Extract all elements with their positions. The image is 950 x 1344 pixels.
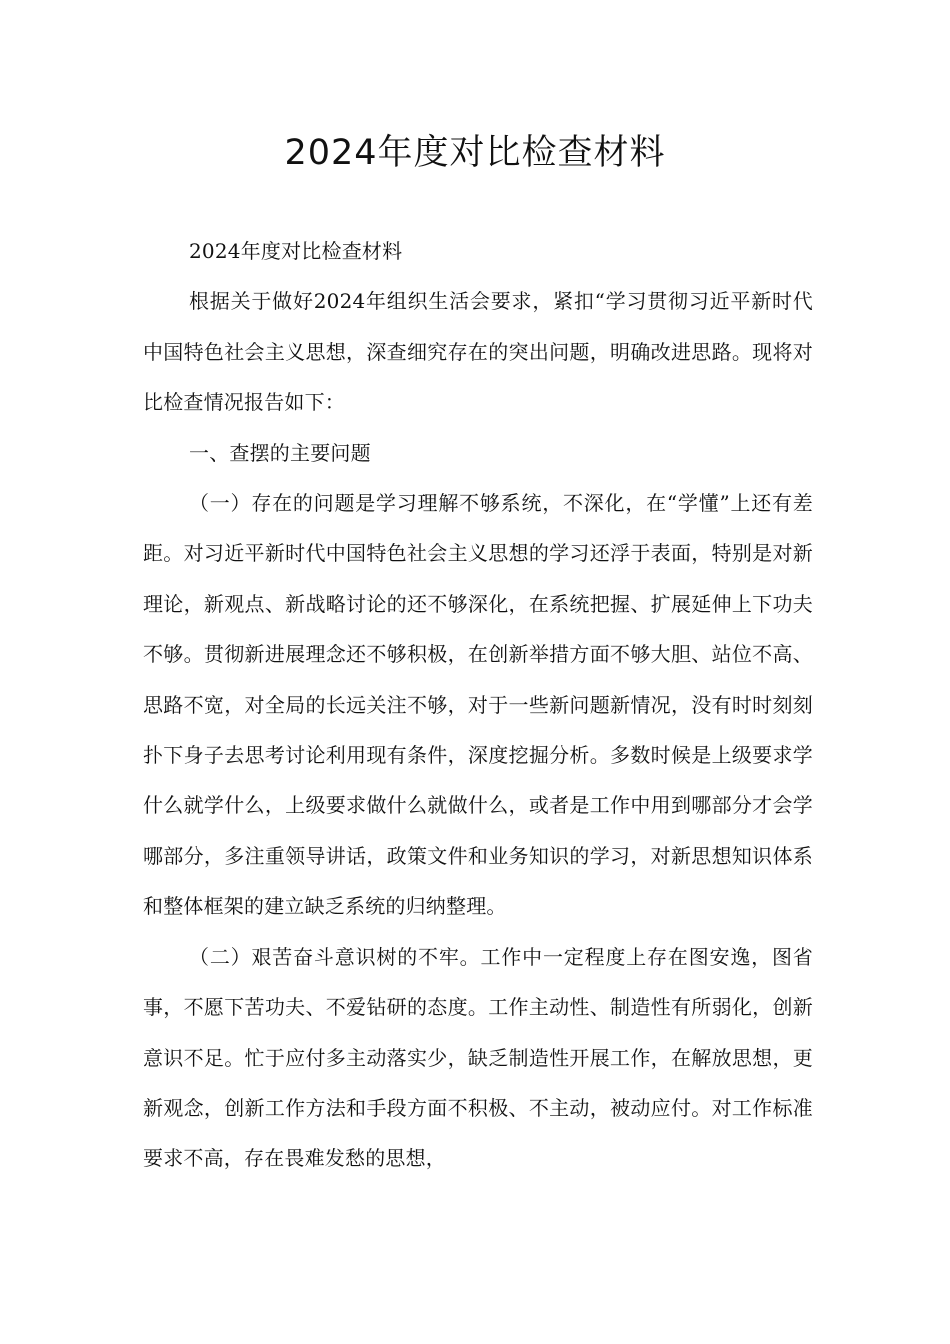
document-body (143, 226, 813, 1184)
body-paragraph-subtitle: 2024年度对比检查材料 (189, 239, 403, 263)
document-title: 2024年度对比检查材料 (284, 133, 666, 173)
body-paragraph-intro: 根据关于做好2024年组织生活会要求，紧扣“学习贯彻习近平新时代中国特色社会主义思想，深查细究存在的突出问题，明确改进思路。现将对比检查情况报告如下： (143, 289, 813, 415)
body-paragraph-problem-2: （二）艰苦奋斗意识树的不牢。工作中一定程度上存在图安逸，图省事，不愿下苦功夫、不爱钻研的态度。工作主动性、制造性有所弱化，创新意识不足。忙于应付多主动落实少，缺乏制造性开展工作，在解放思想，更新观念，创新工作方法和手段方面不积极、不主动，被动应付。对工作标准要求不高，存在畏难发愁的思想， (143, 944, 813, 1171)
body-paragraph-problem-1: （一）存在的问题是学习理解不够系统，不深化，在“学懂”上还有差距。对习近平新时代中国特色社会主义思想的学习还浮于表面，特别是对新理论，新观点、新战略讨论的还不够深化，在系统把握、扩展延伸上下功夫不够。贯彻新进展理念还不够积极，在创新举措方面不够大胆、站位不高、思路不宽，对全局的长远关注不够，对于一些新问题新情况，没有时时刻刻扑下身子去思考讨论利用现有条件，深度挖掘分析。多数时候是上级要求学什么就学什么，上级要求做什么就做什么，或者是工作中用到哪部分才会学哪部分，多注重领导讲话，政策文件和业务知识的学习，对新思想知识体系和整体框架的建立缺乏系统的归纳整理。 (143, 491, 813, 919)
section-heading-problems: 一、查摆的主要问题 (189, 440, 371, 465)
